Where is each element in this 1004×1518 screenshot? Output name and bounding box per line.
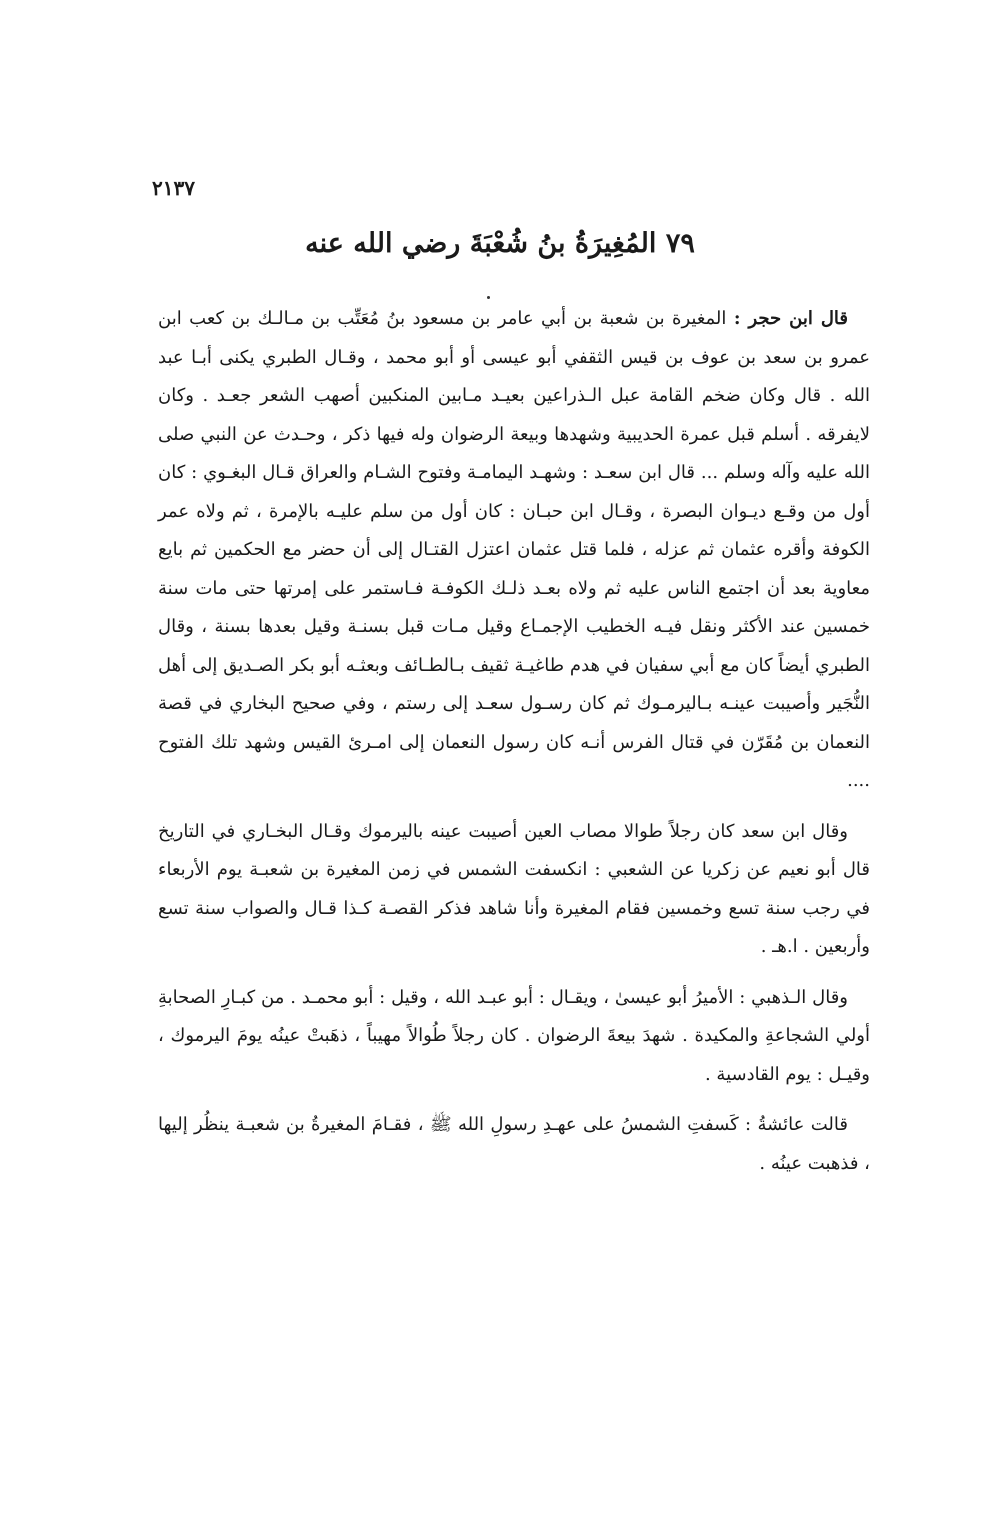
paragraph-ibn-saad: وقال ابن سعد كان رجلاً طوالا مصاب العين أصيبت عينه باليرموك وقـال البخـاري في التاريخ قال أبو نعيم عن زكريا عن الشعبي : انكسفت الشمس في زمن المغيرة بن شعبـة يوم الأربعاء في رجب سنة تسع وخمسين فقام المغيرة وأنا شاهد فذكر القصـة كـذا قـال والصواب سنة تسع وأربعين . ا.هـ . [158,820,870,957]
paragraph-lead: قال ابن حجر : [733,308,848,329]
title-ornament-dot [487,296,490,299]
page-number: ٢١٣٧ [152,176,195,200]
chapter-title: ٧٩ المُغِيرَةُ بنُ شُعْبَةَ رضي الله عنه [305,228,695,259]
article-body [158,300,870,1183]
paragraph-dhahabi: وقال الـذهبي : الأميرُ أبو عيسىٰ ، ويقـال : أبو عبـد الله ، وقيل : أبو محمـد . من كبـارِ الصحابةِ أولي الشجاعةِ والمكيدة . شهدَ بيعةَ الرضوان . كان رجلاً طُوالاً مهيباً ، ذهَبتْ عينُه يومَ اليرموك ، وقيـل : يوم القادسية . [158,986,870,1085]
paragraph-text: المغيرة بن شعبة بن أبي عامر بن مسعود بنُ مُعَتِّب بن مـالـك بن كعب ابن عمرو بن سعد بن عوف بن قيس الثقفي أبو عيسى أو أبو محمد ، وقـال الطبري يكنى أبـا عبد الله . قال وكان ضخم القامة عبل الـذراعين بعيـد مـابين المنكبين أصهب الشعر جعـد . وكان لايفرقه . أسلم قبل عمرة الحديبية وشهدها وبيعة الرضوان وله فيها ذكر ، وحـدث عن النبي صلى الله عليه وآله وسلم ... قال ابن سعـد : وشهـد اليمامـة وفتوح الشـام والعراق قـال البغـوي : كان أول من وقـع ديـوان البصرة ، وقـال ابن حبـان : كان أول من سلم عليـه بالإمرة ، ثم ولاه عمر الكوفة وأقره عثمان ثم عزله ، فلما قتل عثمان اعتزل القتـال إلى أن حضر مع الحكمين ثم بايع معاوية بعد أن اجتمع الناس عليه ثم ولاه بعـد ذلـك الكوفـة فـاستمر على إمرتها حتى مات سنة خمسين عند الأكثر ونقل فيـه الخطيب الإجمـاع وقيل مـات قبل بسنـة وقيل بعدها بسنة ، وقال الطبري أيضاً كان مع أبي سفيان في هدم طاغيـة ثقيف بـالطـائف وبعثـه أبو بكر الصـديق إلى أهل النُّجَير وأصيبت عينـه بـاليرمـوك ثم كان رسـول سعـد إلى رستم ، وفي صحيح البخاري في قصة النعمان بن مُقَرّن في قتال الفرس أنـه كان رسول النعمان إلى امـرئ القيس وشهد تلك الفتوح .... [158,308,870,791]
paragraph-ibn-hajar [158,300,870,801]
paragraph-aisha: قالت عائشةُ : كَسفتِ الشمسُ على عهـدِ رسولِ الله ﷺ ، فقـامَ المغيرةُ بن شعبـة ينظُر إليها ، فذهبت عينُه . [158,1114,870,1174]
